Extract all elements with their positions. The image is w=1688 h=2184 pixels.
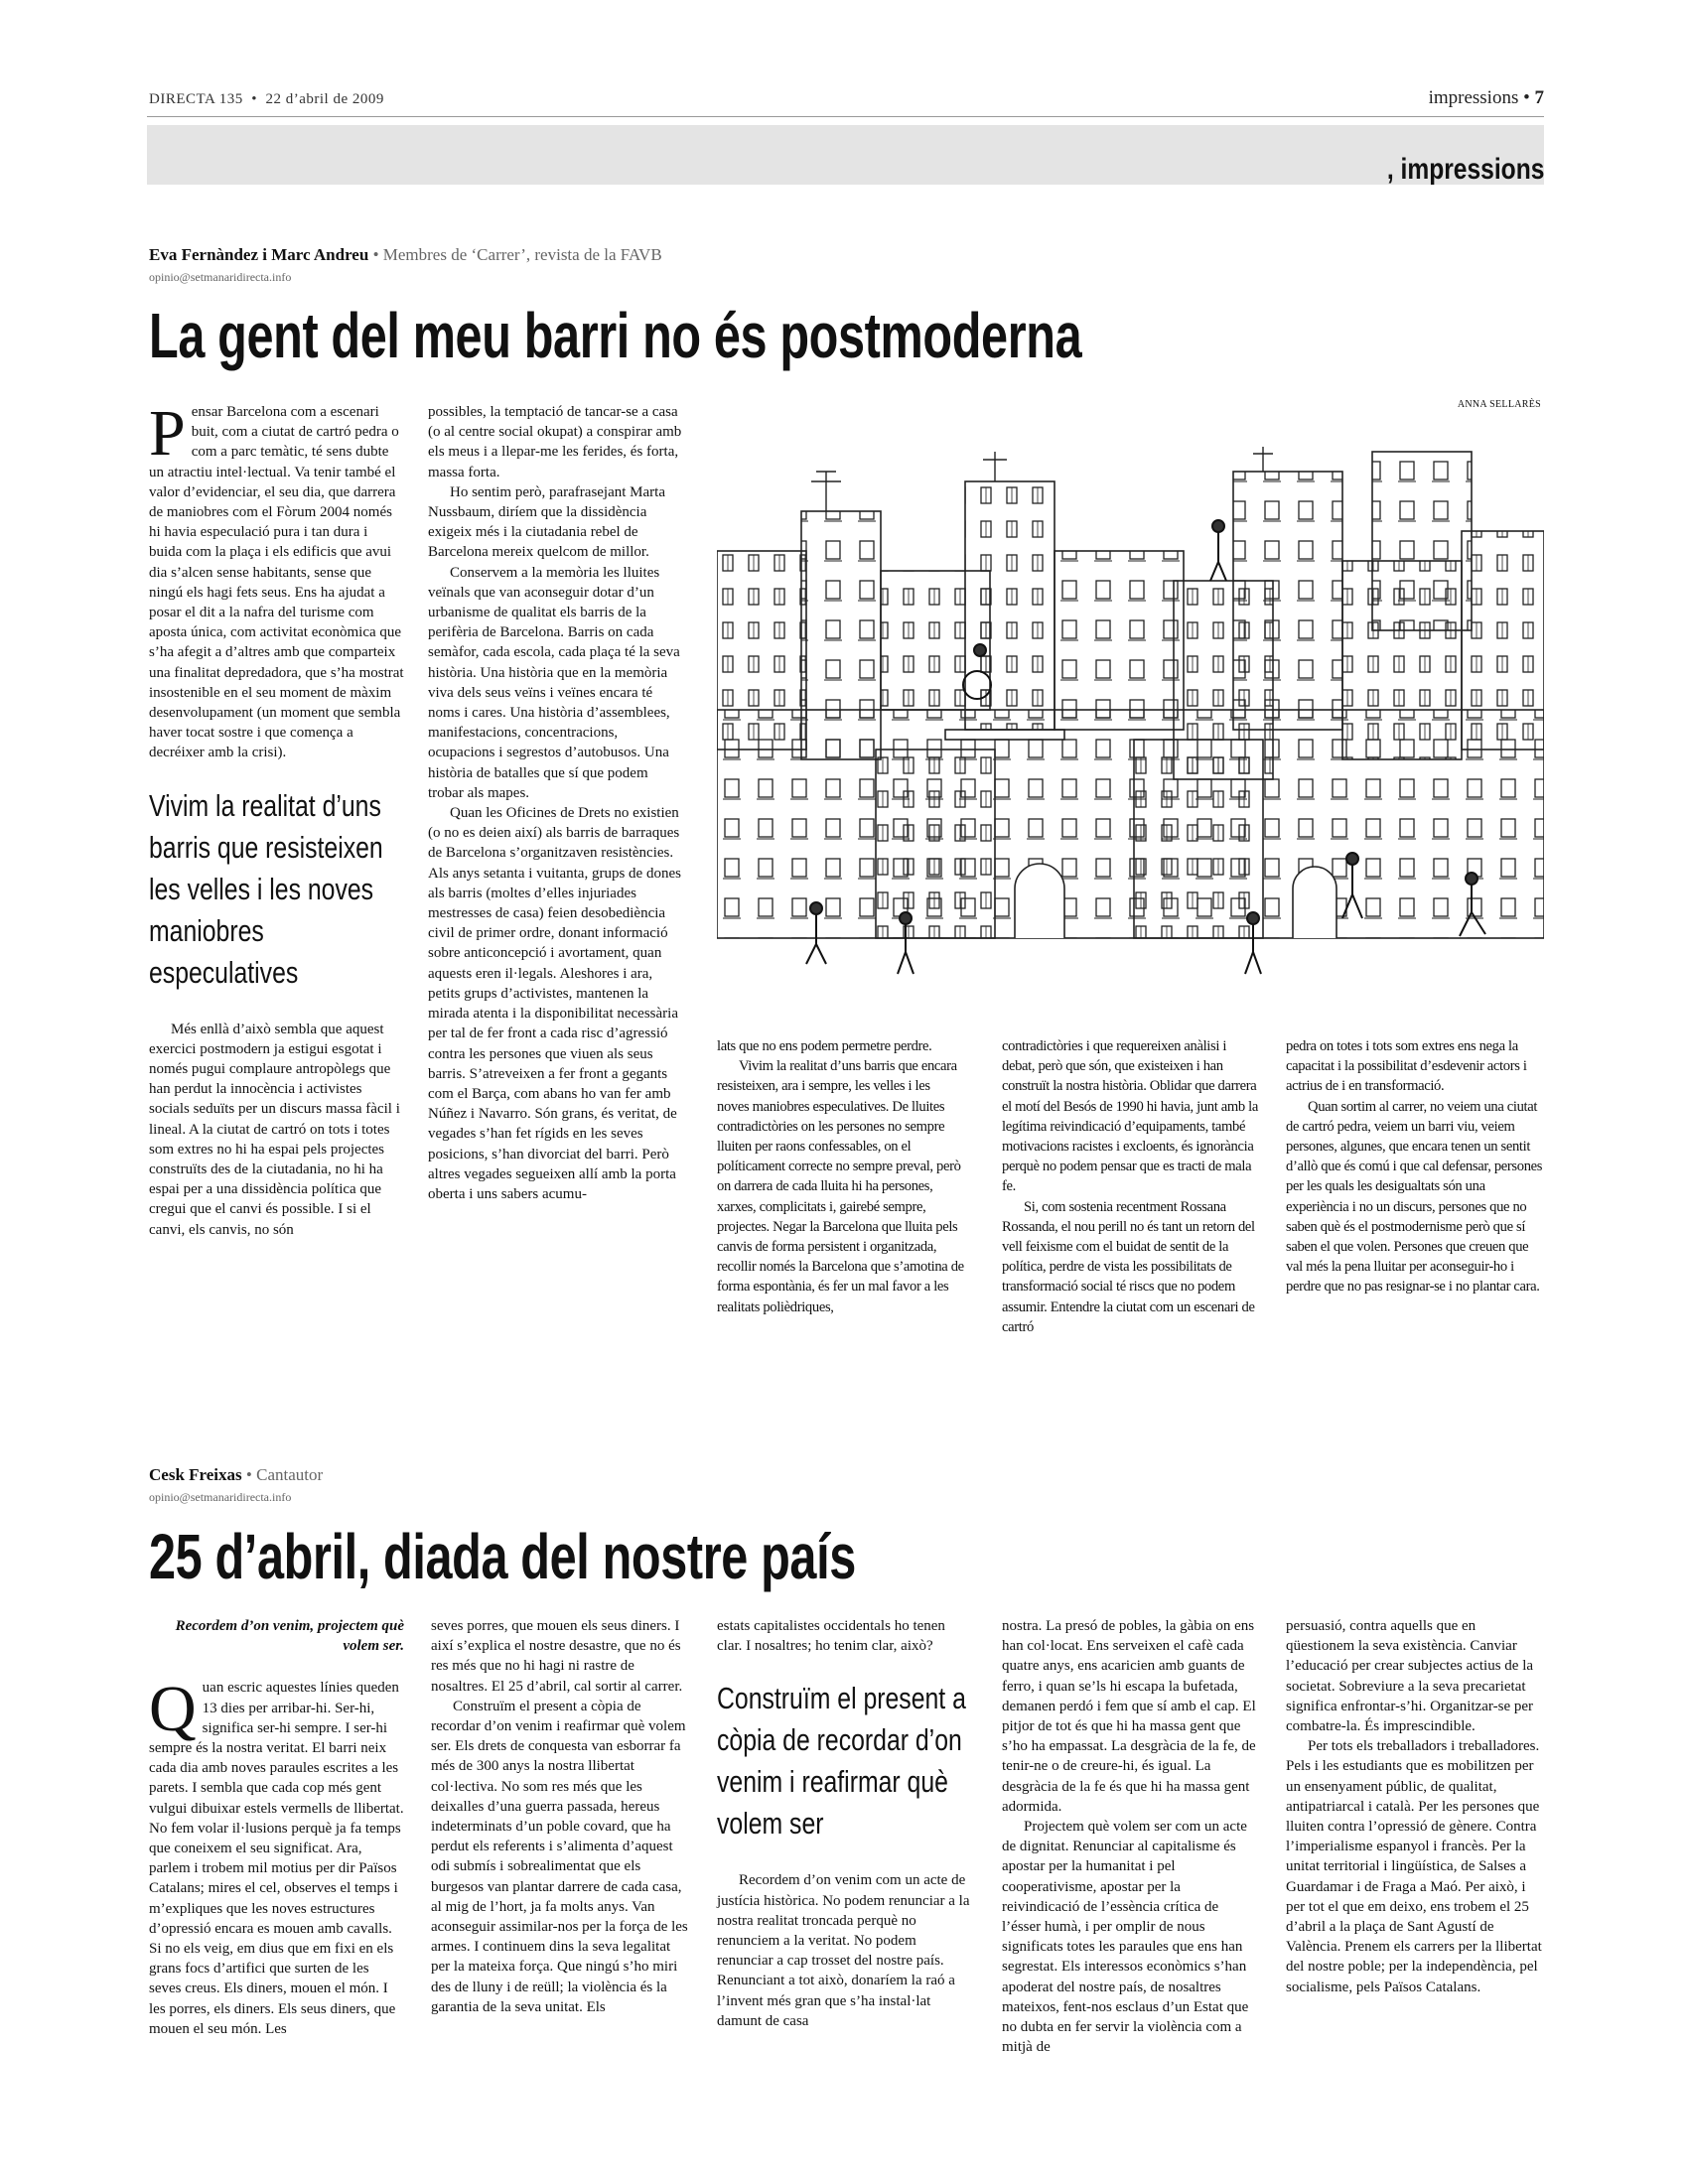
article-1-column-3: [717, 1036, 965, 1317]
article-2-column-3: [717, 1616, 973, 2031]
author-role: Cantautor: [256, 1465, 324, 1484]
section-name: impressions: [1428, 87, 1519, 108]
body-paragraph: Projectem què volem ser com un acte de dignitat. Renunciar al capitalisme és apostar per la humanitat i pel cooperativisme, apostar per la reivindicació de l’essència crítica de l’ésser humà, i per omplir de nous significats totes les paraules que ens han segrestat. Els interessos econòmics s’han apoderat del nostre país, de nosaltres mateixos, fent-nos esclaus d’un Estat que no dubta en fer servir la violència com a mitjà de: [1002, 1819, 1249, 2056]
body-paragraph: Construïm el present a còpia de recordar d’on venim i reafirmar què volem ser. Els drets de conquesta van esborrar fa més de 300 anys la nostra llibertat col·lectiva. No som res més que les deixalles d’una guerra passada, hereus indeterminats d’un poble covard, que ha perdut els referents i s’alimenta d’aquest odi submís i sobrealimentat que els burgesos van plantar darrere de cada casa, al mig de l’hort, ja fa molts anys. Van aconseguir assimilar-nos per la força de les armes. I continuem dins la seva legalitat per la mateixa força. Que ningú s’ho miri des de lluny i de reüll; la violència és la garantia de la seva unitat. Els: [431, 1698, 688, 2015]
article-2-byline: Cesk Freixas • Cantautor: [149, 1465, 324, 1484]
header-rule: [147, 116, 1544, 117]
article-2-column-2: [431, 1616, 689, 2017]
page-number: 7: [1534, 87, 1544, 108]
pull-quote: Construïm el present a còpia de recordar d’on venim i reafirmar què volem ser: [717, 1681, 966, 1842]
article-2-column-5: [1286, 1616, 1546, 1997]
body-paragraph: [149, 397, 404, 763]
article-2-column-1: [149, 1616, 404, 2039]
body-paragraph: pedra on totes i tots som extres ens nega la capacitat i la possibilitat d’esdevenir actors i actrius de i en transformació.: [1286, 1038, 1527, 1095]
article-2-column-4: [1002, 1616, 1258, 2057]
body-paragraph: Si, com sostenia recentment Rossana Rossanda, el nou perill no és tant un retorn del vell feixisme com el buidat de sentit de la política, perdre de vista les possibilitats de transformació social té riscs que no podem assumir. Entendre la ciutat com un escenari de cartró: [1002, 1198, 1255, 1335]
body-paragraph: Conservem a la memòria les lluites veïnals que van aconseguir dotar d’un urbanisme de qualitat els barris de la perifèria de Barcelona. Barris on cada semàfor, cada escola, cada plaça té la seva història. Una història que en la memòria viva dels seus veïns i veïnes encara té noms i cares. Una història d’assemblees, manifestacions, concentracions, ocupacions i segrestos d’autobusos. Una història de batalles que sí que podem trobar als mapes.: [428, 564, 680, 801]
author-email: opinio@setmanaridirecta.info: [149, 1490, 292, 1504]
page-header-left: [149, 91, 384, 108]
body-paragraph: estats capitalistes occidentals ho tenen clar. I nosaltres; ho tenim clar, això?: [717, 1618, 945, 1655]
body-paragraph: lats que no ens podem permetre perdre.: [717, 1038, 932, 1054]
article-1-byline: Eva Fernàndez i Marc Andreu • Membres de ‘Carrer’, revista de la FAVB: [149, 245, 662, 264]
buildings: [717, 452, 1544, 938]
photo-credit: ANNA SELLARÈS: [1457, 399, 1541, 410]
issue-date: 22 d’abril de 2009: [265, 91, 384, 107]
drop-cap: Q: [149, 1673, 197, 1746]
article-1-column-2: [428, 402, 686, 1204]
drop-cap: P: [149, 397, 186, 470]
section-banner: , impressions: [1386, 153, 1544, 186]
paragraph-text: ensar Barcelona com a escenari buit, com a ciutat de cartró pedra o com a parc temàtic, té sens dubte un atractiu intel·lectual. Va tenir també el valor d’evidenciar, el seu dia, que darrera de maniobres com el Fòrum 2004 només hi havia especulació pura i tan dura i buida com la plaça i els edificis que avui dia s’alcen sense habitants, sense que ningú els hagi fets seus. Ens ha ajudat a posar el dit a la nafra del turisme com aposta única, com activitat econòmica que s’ha afegit a d’altres amb que comparteix una finalitat depredadora, que s’ha mostrat insostenible en el seu moment de màxim desenvolupament (un moment que sembla haver tocat sostre i que comença a decréixer amb la crisi).: [149, 404, 404, 761]
author-email: opinio@setmanaridirecta.info: [149, 270, 292, 284]
page-header-right: [1429, 87, 1544, 109]
pull-quote: Vivim la realitat d’uns barris que resisteixen les velles i les noves maniobres especulatives: [149, 787, 383, 990]
publication-name: DIRECTA 135: [149, 91, 243, 107]
body-paragraph: possibles, la temptació de tancar-se a casa (o al centre social okupat) a conspirar amb els meus i a llepar-me les ferides, és forta, massa forta.: [428, 404, 682, 480]
body-paragraph: Més enllà d’això sembla que aquest exercici postmodern ja estigui esgotat i només pugui complaure antropòlegs que han perdut la innocència i activistes socials seduïts per un discurs massa fàcil i lineal. A la ciutat de cartró on tots i totes som extres no hi ha espai pels projectes construïts des de la ciutadania, no hi ha espai per a una dissidència política que cregui que el canvi és possible. I si el canvi, els canvis, no són: [149, 1021, 400, 1238]
author-name: Eva Fernàndez i Marc Andreu: [149, 245, 369, 264]
article-1-column-4: [1002, 1036, 1258, 1337]
separator: •: [1523, 87, 1530, 108]
body-paragraph: seves porres, que mouen els seus diners. I així s’explica el nostre desastre, que no és res més que no hi hagi ni rastre de nosaltres. El 25 d’abril, cal sortir al carrer.: [431, 1618, 683, 1695]
author-role: Membres de ‘Carrer’, revista de la FAVB: [382, 245, 662, 264]
article-1-column-5: [1286, 1036, 1546, 1297]
article-1-headline: La gent del meu barri no és postmoderna: [149, 300, 1082, 371]
section-band: [147, 125, 1544, 185]
body-paragraph: Quan sortim al carrer, no veiem una ciutat de cartró pedra, veiem un barri viu, veiem persones, algunes, que encara tenen un sentit d’allò que és comú i que cal defensar, persones per les quals les desigualtats són una experiència i no un discurs, persones que no saben què és el postmodernisme però que sí saben el que volen. Persones que creuen que val més la pena lluitar per aconseguir-ho i perdre que no pas resignar-se i no plantar cara.: [1286, 1098, 1543, 1296]
article-1-column-1: [149, 397, 404, 1240]
city-illustration: [717, 412, 1544, 1000]
body-paragraph: Quan les Oficines de Drets no existien (o no es deien així) als barris de barraques de Barcelona s’organitzaven resistències. Als anys setanta i vuitanta, grups de dones als barris (moltes d’elles injuriades mestresses de casa) feien desobediència civil de primer ordre, donant informació sobre anticoncepció i avortament, quan aquests eren il·legals. Aleshores i ara, petits grups d’activistes, mantenen la mirada atenta i la disponibilitat necessària per tal de fer front a cada risc d’agressió contra les persones que viuen als seus barris. S’atreveixen a fer front a gegants com el Barça, com abans ho van fer amb Núñez i Navarro. Són grans, és veritat, de vegades s’han fet rígids en les seves posicions, s’han divorciat del barri. Però altres vegades segueixen allí amb la porta oberta i uns sabers acumu-: [428, 805, 681, 1202]
body-paragraph: Recordem d’on venim com un acte de justícia històrica. No podem renunciar a la nostra realitat troncada perquè no renunciem a la veritat. No podem renunciar a cap trosset del nostre país. Renunciant a tot això, donaríem la raó a l’invent més gran que s’ha instal·lat damunt de casa: [717, 1872, 970, 2029]
article-2-headline: 25 d’abril, diada del nostre país: [149, 1521, 856, 1592]
paragraph-text: uan escric aquestes línies queden 13 dies per arribar-hi. Ser-hi, significa ser-hi sempre. I ser-hi sempre és la nostra veritat. El barri neix cada dia amb noves paraules escrites a les parets. I sembla que cada cop més gent vulgui dibuixar estels vermells de llibertat. No fem volar il·lusions perquè ja fa temps que coneixem el seu significat. Ara, parlem i trobem mil motius per dir Països Catalans; mires el cel, observes el temps i m’expliques que les noves estructures d’opressió encara es mouen amb cavalls. Si no els veig, em dius que em fixi en els grans focs d’artifici que surten de les seves creus. Els diners, mouen el món. I les porres, els diners. Els seus diners, que mouen el seu món. Les: [149, 1680, 404, 2037]
body-paragraph: persuasió, contra aquells que en qüestionem la seva existència. Canviar l’educació per crear subjectes actius de la societat. Sobreviure a la seva precarietat significa enfrontar-s’hi. Organitzar-se per combatre-la. És imprescindible.: [1286, 1618, 1534, 1735]
article-kicker: Recordem d’on venim, projectem què volem ser.: [175, 1618, 404, 1655]
author-name: Cesk Freixas: [149, 1465, 242, 1484]
body-paragraph: [149, 1673, 404, 2039]
body-paragraph: Per tots els treballadors i treballadores. Pels i les estudiants que es mobilitzen per un ensenyament públic, de qualitat, antipatriarcal i català. Per les persones que lluiten contra l’opressió de gènere. Contra l’imperialisme espanyol i francès. Per la unitat territorial i lingüística, de Salses a Guardamar i de Fraga a Maó. Per això, i per tot el que em deixo, ens trobem el 25 d’abril a la plaça de Sant Agustí de València. Prenem els carrers per la llibertat del nostre poble; per la independència, pel socialisme, pels Països Catalans.: [1286, 1738, 1542, 1995]
body-paragraph: Vivim la realitat d’uns barris que encara resisteixen, ara i sempre, les velles i les noves maniobres especulatives. De lluites contradictòries on les persones no sempre lluiten per raons confessables, on el políticament correcte no sempre preval, però on darrera de cada lluita hi ha persones, xarxes, complicitats i, gairebé sempre, projectes. Negar la Barcelona que lluita pels canvis de forma persistent i organitzada, recollir només la Barcelona que s’amotina de forma espontània, és fer un mal favor a les realitats polièdriques,: [717, 1058, 964, 1315]
body-paragraph: contradictòries i que requereixen anàlisi i debat, però que són, que existeixen i han construït la nostra història. Oblidar que darrera el motí del Besós de 1990 hi havia, junt amb la legítima reivindicació d’equipaments, també motivacions racistes i excloents, és ignorància perquè no podem pensar que es tracti de mala fe.: [1002, 1038, 1258, 1195]
separator: •: [251, 91, 257, 107]
body-paragraph: Ho sentim però, parafrasejant Marta Nussbaum, diríem que la dissidència exigeix més i la ciutadania rebel de Barcelona mereix quelcom de millor.: [428, 483, 665, 561]
body-paragraph: nostra. La presó de pobles, la gàbia on ens han col·locat. Ens serveixen el cafè cada quatre anys, ens acaricien amb guants de ferro, i quan se’ls hi escapa la bufetada, demanen perdó i fem que sí amb el cap. El pitjor de tot és que hi ha massa gent que s’ho ha empassat. La desgràcia de la fe, de tenir-ne o de creure-hi, és igual. La desgràcia de la fe és que hi ha massa gent adormida.: [1002, 1618, 1256, 1815]
